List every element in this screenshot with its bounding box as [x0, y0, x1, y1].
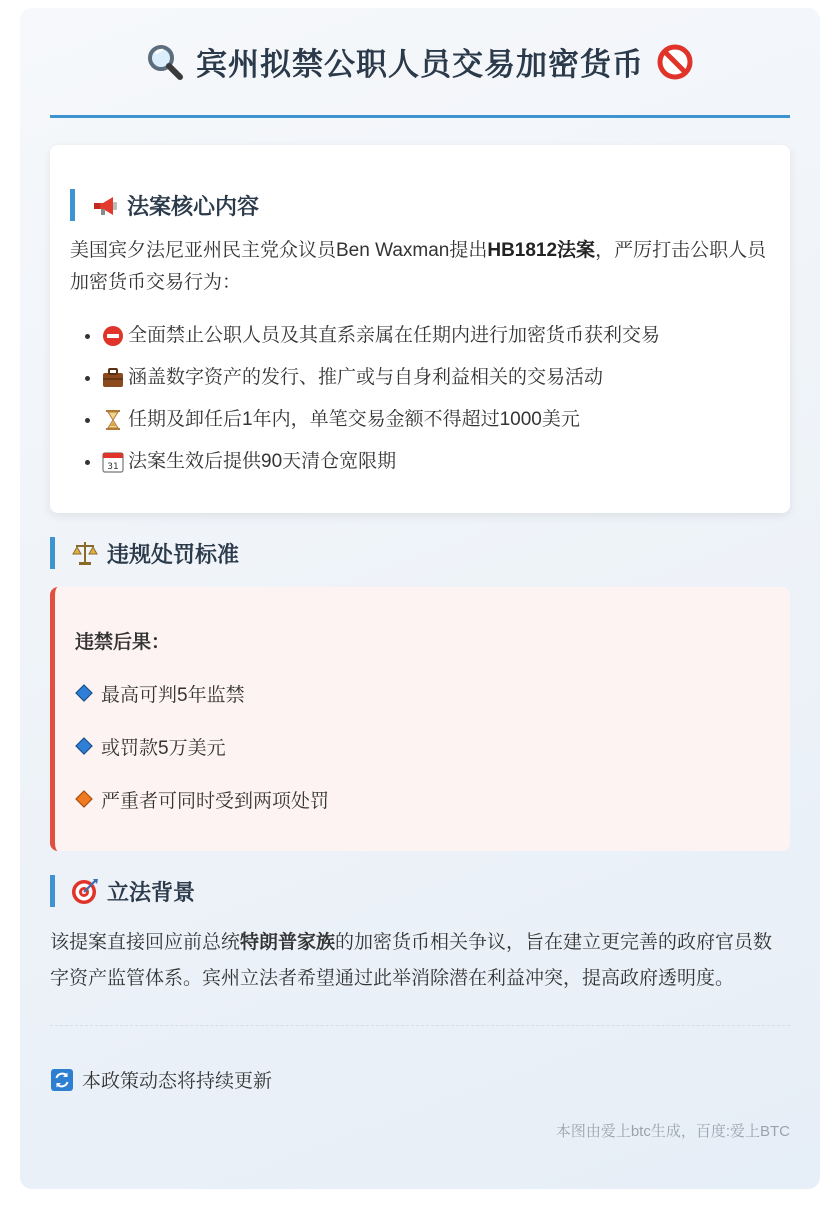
- page-title: 宾州拟禁公职人员交易加密货币: [196, 47, 644, 82]
- megaphone-icon: [91, 192, 119, 218]
- penalty-box: [50, 587, 790, 851]
- background-text: 该提案直接回应前总统: [50, 932, 241, 953]
- list-item: [102, 441, 770, 483]
- footer-credit: 本图由爱上btc生成，百度:爱上BTC: [555, 1123, 790, 1140]
- penalty-item-text: 最高可判5年监禁: [101, 685, 245, 706]
- divider: [50, 1025, 790, 1026]
- penalty-box-title: 违禁后果：: [75, 632, 171, 653]
- list-item: [102, 315, 770, 357]
- briefcase-icon: [102, 357, 128, 399]
- intro-text: 美国宾夕法尼亚州民主党众议员Ben Waxman提出: [70, 240, 488, 261]
- calendar-icon: [102, 441, 128, 483]
- blue-diamond-icon: [75, 736, 93, 758]
- list-item: [102, 357, 770, 399]
- title-row: [50, 8, 790, 118]
- magnifier-icon: [146, 43, 184, 81]
- core-list: [70, 315, 770, 483]
- report-card: [20, 8, 820, 1189]
- scales-icon: [71, 539, 99, 567]
- penalty-heading-text: 违规处罚标准: [107, 541, 240, 567]
- svg-text:31: • 31: [107, 462, 119, 473]
- blue-diamond-icon: [75, 683, 93, 705]
- penalty-item-text: 或罚款5万美元: [101, 738, 226, 759]
- trump-family: 特朗普家族: [240, 932, 336, 953]
- penalty-item: [75, 733, 770, 760]
- bill-name: HB1812法案: [487, 240, 596, 261]
- background-text-tail: 的加密货币相关争议，旨在建立更完善的政府官员数字资产监管体系。宾州立法者希望通过此举消除潜在利益冲突，提高政府透明度。: [50, 932, 773, 989]
- background-heading-text: 立法背景: [107, 879, 196, 905]
- background-section-heading: [50, 875, 790, 907]
- penalty-item: [75, 786, 770, 813]
- hourglass-icon: [102, 399, 128, 441]
- intro-text-tail: ，严厉打击公职人员加密货币交易行为：: [70, 240, 767, 293]
- intro-paragraph: [70, 235, 770, 299]
- background-paragraph: [50, 925, 790, 997]
- list-item-text: 法案生效后提供90天清仓宽限期: [128, 451, 397, 473]
- list-item: [102, 399, 770, 441]
- prohibited-icon: [656, 43, 694, 81]
- target-icon: [71, 877, 99, 905]
- penalty-item: [75, 680, 770, 707]
- penalty-section-heading: [50, 537, 790, 569]
- update-text: 本政策动态将持续更新: [82, 1071, 273, 1092]
- update-note: [50, 1066, 790, 1093]
- refresh-icon: [50, 1068, 74, 1092]
- no-entry-icon: [102, 315, 128, 357]
- list-item-text: 涵盖数字资产的发行、推广或与自身利益相关的交易活动: [128, 367, 604, 389]
- core-section-heading: [70, 189, 770, 221]
- core-content-box: [50, 145, 790, 513]
- list-item-text: 全面禁止公职人员及其直系亲属在任期内进行加密货币获利交易: [128, 325, 661, 347]
- orange-diamond-icon: [75, 789, 93, 811]
- core-heading-text: 法案核心内容: [127, 193, 260, 219]
- list-item-text: 任期及卸任后1年内，单笔交易金额不得超过1000美元: [128, 409, 580, 431]
- penalty-item-text: 严重者可同时受到两项处罚: [101, 791, 330, 812]
